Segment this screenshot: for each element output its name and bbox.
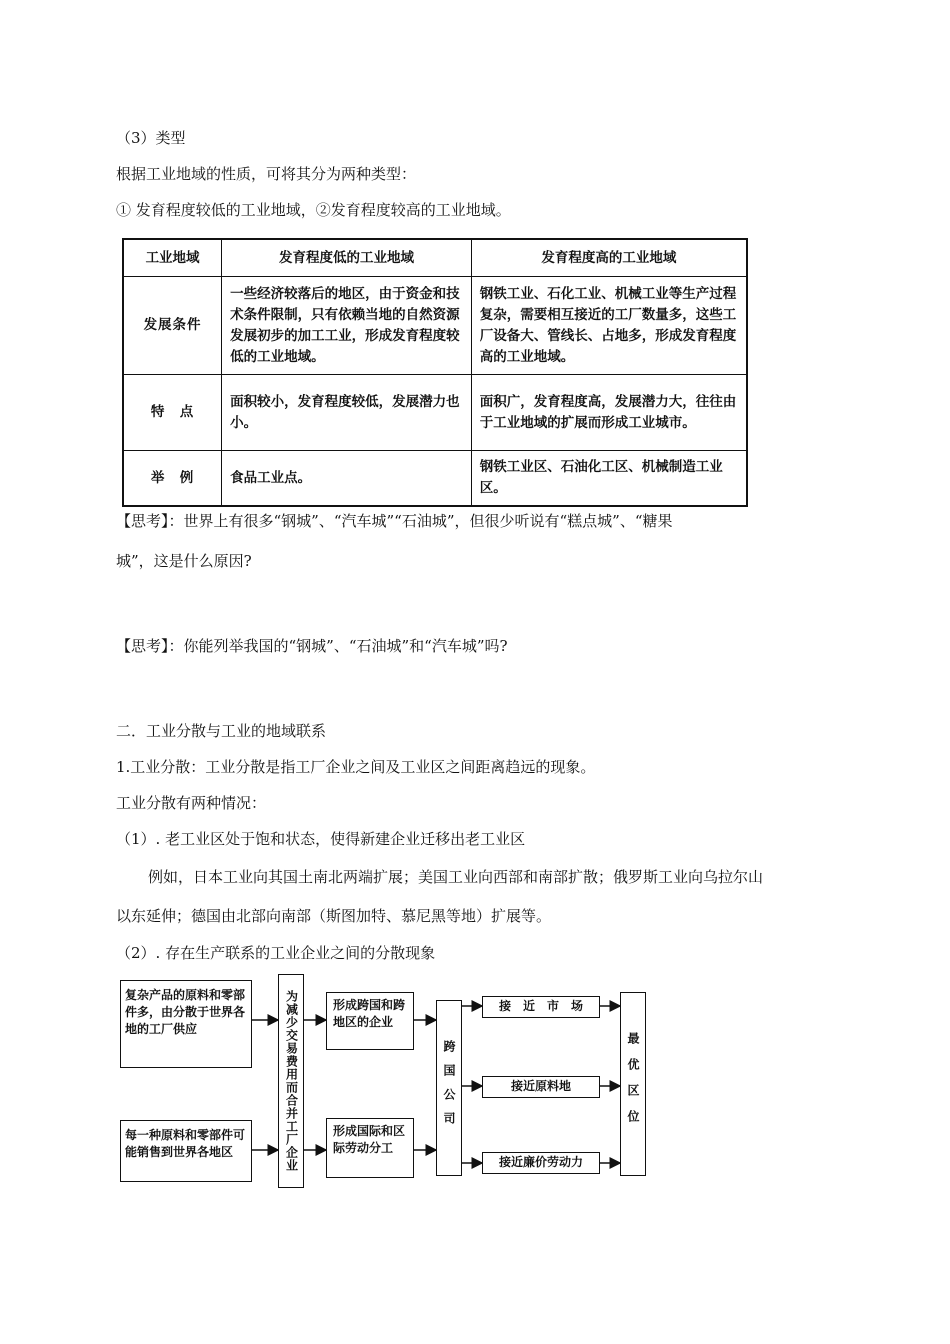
flow-box-merge [278, 974, 304, 1188]
table-row-label: 举 例 [123, 451, 222, 507]
table-header-cell: 发育程度高的工业地域 [471, 239, 747, 277]
flow-box-multinational [436, 1000, 462, 1176]
flow-box-sales [120, 1120, 252, 1182]
paragraph-dispersion-definition: 1.工业分散：工业分散是指工厂企业之间及工业区之间距离趋远的现象。 [116, 758, 596, 776]
section-type-heading: （3）类型 [116, 129, 186, 147]
table-header-row [123, 239, 747, 277]
table-cell: 一些经济较落后的地区，由于资金和技术条件限制，只有依赖当地的自然资源发展初步的加工工业，形成发育程度较低的工业地域。 [222, 277, 472, 375]
table-cell: 食品工业点。 [222, 451, 472, 507]
case-two-heading: （2）. 存在生产联系的工业企业之间的分散现象 [116, 944, 436, 962]
flow-box-text: 复杂产品的原料和零部件多，由分散于世界各地的工厂供应 [125, 988, 246, 1036]
think-question-1-cont: 城”，这是什么原因? [116, 552, 252, 570]
table-header-cell: 发育程度低的工业地域 [222, 239, 472, 277]
table-cell: 面积广，发育程度高，发展潜力大，往往由于工业地域的扩展而形成工业城市。 [471, 375, 747, 451]
industrial-region-table [122, 238, 748, 507]
table-row [123, 375, 747, 451]
table-header-cell: 工业地域 [123, 239, 222, 277]
flow-box-near-market [482, 996, 600, 1018]
case-one-heading: （1）. 老工业区处于饱和状态，使得新建企业迁移出老工业区 [116, 830, 526, 848]
flow-box-text: 形成跨国和跨地区的企业 [333, 998, 406, 1029]
case-one-example-cont: 以东延伸；德国由北部向南部（斯图加特、慕尼黑等地）扩展等。 [116, 907, 552, 925]
flow-box-text: 跨国公司 [442, 1040, 456, 1136]
flow-box-text: 为减少交易费用而合并工厂企业 [284, 990, 299, 1172]
flow-box-optimal-location [620, 992, 646, 1176]
table-row-label: 发展条件 [123, 277, 222, 375]
flow-box-division-of-labor [326, 1118, 414, 1178]
flow-box-text: 形成国际和区际劳动分工 [333, 1124, 406, 1155]
flow-box-transnational [326, 992, 414, 1050]
flow-box-text: 接近廉价劳动力 [498, 1155, 583, 1169]
paragraph-types: ① 发育程度较低的工业地域，②发育程度较高的工业地域。 [116, 201, 511, 219]
table-cell: 面积较小，发育程度较低，发展潜力也小。 [222, 375, 472, 451]
flow-box-raw-materials [120, 980, 252, 1068]
table-row-label: 特 点 [123, 375, 222, 451]
flow-box-near-cheap-labor [482, 1152, 600, 1174]
think-question-2: 【思考】：你能列举我国的“钢城”、“石油城”和“汽车城”吗? [116, 637, 508, 655]
flow-box-text: 接 近 市 场 [498, 999, 583, 1013]
dispersion-flow-diagram [118, 970, 658, 1194]
table-row [123, 277, 747, 375]
section-two-heading: 二．工业分散与工业的地域联系 [116, 722, 327, 740]
flow-box-text: 接近原料地 [510, 1079, 571, 1093]
think-question-1: 【思考】：世界上有很多“钢城”、“汽车城”“石油城”，但很少听说有“糕点城”、“糖果 [116, 512, 673, 530]
flow-box-near-materials [482, 1076, 600, 1098]
table-cell: 钢铁工业区、石油化工区、机械制造工业区。 [471, 451, 747, 507]
flow-box-text: 最优区位 [626, 1032, 640, 1136]
paragraph-intro: 根据工业地域的性质，可将其分为两种类型： [116, 165, 417, 183]
flow-box-text: 每一种原料和零部件可能销售到世界各地区 [125, 1128, 246, 1159]
table-cell: 钢铁工业、石化工业、机械工业等生产过程复杂，需要相互接近的工厂数量多，这些工厂设备大、管线长、占地多，形成发育程度高的工业地域。 [471, 277, 747, 375]
case-one-example: 例如，日本工业向其国土南北两端扩展；美国工业向西部和南部扩散；俄罗斯工业向乌拉尔山 [148, 868, 764, 886]
paragraph-two-cases: 工业分散有两种情况： [116, 794, 267, 812]
table-row [123, 451, 747, 507]
